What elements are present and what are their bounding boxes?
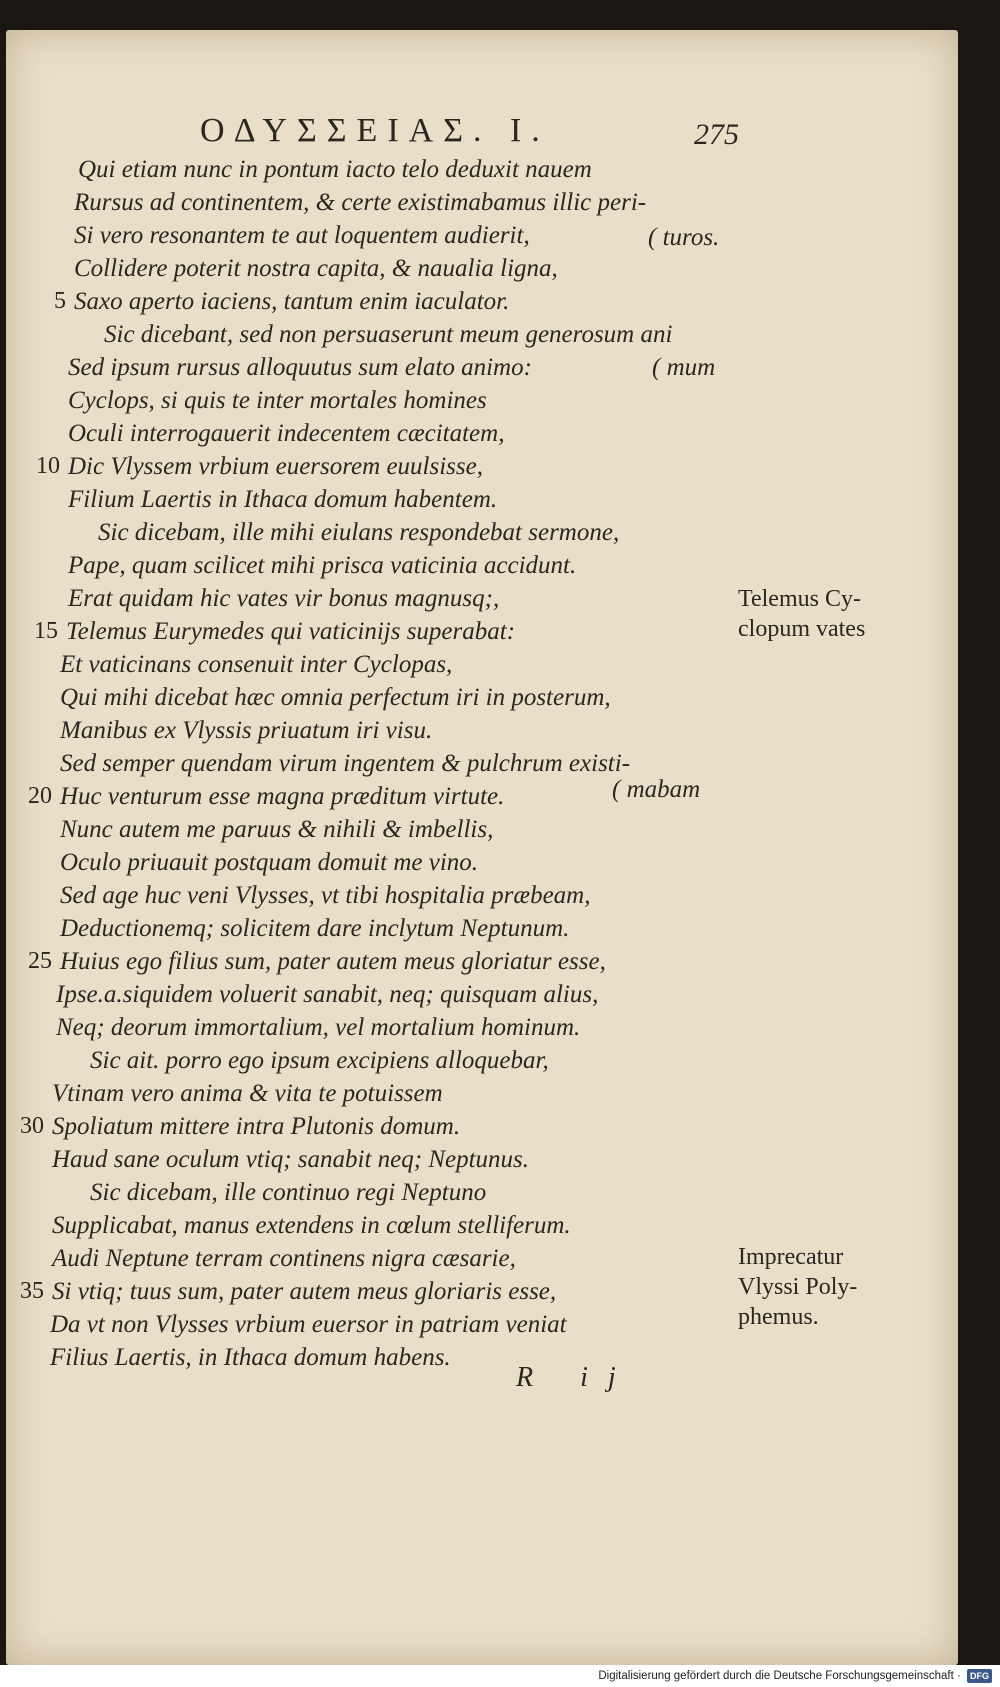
turnover-mum: ( mum: [652, 354, 716, 381]
line-number: 30: [20, 1113, 44, 1139]
verse-line: Manibus ex Vlyssis priuatum iri visu.: [60, 717, 433, 744]
verse-line: Haud sane oculum vtiq; sanabit neq; Neptunus.: [52, 1146, 530, 1173]
verse-line: Filius Laertis, in Ithaca domum habens.: [50, 1344, 451, 1371]
note-line: clopum vates: [738, 616, 866, 642]
signature-mark: R ij: [516, 1362, 636, 1393]
dfg-logo-icon: DFG: [967, 1669, 992, 1683]
verse-line: Sic dicebam, ille mihi eiulans respondebat sermone,: [98, 519, 620, 546]
verse-line: Huc venturum esse magna præditum virtute.: [60, 783, 505, 810]
line-number: 35: [20, 1278, 44, 1304]
turnover-turos: ( turos.: [648, 224, 720, 251]
footer-text: Digitalisierung gefördert durch die Deutsche Forschungsgemeinschaft ·: [598, 1670, 961, 1682]
verse-line: Si vtiq; tuus sum, pater autem meus gloriaris esse,: [52, 1278, 557, 1305]
verse-line: Sic dicebam, ille continuo regi Neptuno: [90, 1179, 487, 1206]
marginal-note-telemus: [738, 584, 865, 644]
turnover-mabam: ( mabam: [612, 776, 701, 803]
digitization-footer: [0, 1665, 1000, 1687]
line-number: 25: [28, 948, 52, 974]
verse-line: Collidere poterit nostra capita, & naualia ligna,: [74, 255, 558, 282]
running-head: ΟΔΥΣΣΕΙΑΣ. Ι.: [200, 112, 550, 149]
verse-line: Si vero resonantem te aut loquentem audierit,: [74, 222, 530, 249]
note-line: Imprecatur: [738, 1244, 844, 1270]
verse-line: Huius ego filius sum, pater autem meus gloriatur esse,: [60, 948, 606, 975]
verse-line: Sed age huc veni Vlysses, vt tibi hospitalia præbeam,: [60, 882, 591, 909]
verse-line: Supplicabat, manus extendens in cœlum stelliferum.: [52, 1212, 571, 1239]
verse-line: Spoliatum mittere intra Plutonis domum.: [52, 1113, 461, 1140]
note-line: Telemus Cy-: [738, 586, 861, 612]
marginal-note-imprecatur: [738, 1242, 857, 1332]
verse-line: Deductionemq; solicitem dare inclytum Neptunum.: [60, 915, 570, 942]
line-number: 15: [34, 618, 58, 644]
verse-line: Filium Laertis in Ithaca domum habentem.: [68, 486, 498, 513]
verse-line: Saxo aperto iaciens, tantum enim iaculator.: [74, 288, 510, 315]
verse-line: Neq; deorum immortalium, vel mortalium hominum.: [56, 1014, 581, 1041]
verse-line: Oculo priuauit postquam domuit me vino.: [60, 849, 479, 876]
verse-line: Sed semper quendam virum ingentem & pulchrum existi-: [60, 750, 631, 777]
line-number: 5: [54, 288, 66, 314]
verse-line: Erat quidam hic vates vir bonus magnusq;,: [68, 585, 500, 612]
verse-line: Oculi interrogauerit indecentem cæcitatem,: [68, 420, 505, 447]
verse-line: Audi Neptune terram continens nigra cæsarie,: [52, 1245, 516, 1272]
verse-line: Pape, quam scilicet mihi prisca vaticinia accidunt.: [68, 552, 577, 579]
verse-line: Rursus ad continentem, & certe existimabamus illic peri-: [74, 189, 647, 216]
verse-line: Sed ipsum rursus alloquutus sum elato animo:: [68, 354, 532, 381]
note-line: Vlyssi Poly-: [738, 1274, 858, 1300]
verse-line: Et vaticinans consenuit inter Cyclopas,: [60, 651, 453, 678]
verse-line: Da vt non Vlysses vrbium euersor in patriam veniat: [50, 1311, 567, 1338]
line-number: 20: [28, 783, 52, 809]
verse-line: Telemus Eurymedes qui vaticinijs superabat:: [66, 618, 516, 645]
page-number: 275: [694, 118, 739, 151]
verse-line: Sic ait. porro ego ipsum excipiens alloquebar,: [90, 1047, 549, 1074]
verse-line: Ipse.a.siquidem voluerit sanabit, neq; quisquam alius,: [56, 981, 599, 1008]
verse-line: Qui etiam nunc in pontum iacto telo deduxit nauem: [78, 156, 592, 183]
line-number: 10: [36, 453, 60, 479]
note-line: phemus.: [738, 1304, 819, 1330]
verse-line: Sic dicebant, sed non persuaserunt meum generosum ani: [104, 321, 673, 348]
verse-line: Dic Vlyssem vrbium euersorem euulsisse,: [68, 453, 483, 480]
verse-line: Vtinam vero anima & vita te potuissem: [52, 1080, 443, 1107]
verse-line: Nunc autem me paruus & nihili & imbellis,: [60, 816, 494, 843]
verse-line: Cyclops, si quis te inter mortales homines: [68, 387, 487, 414]
verse-line: Qui mihi dicebat hæc omnia perfectum iri in posterum,: [60, 684, 611, 711]
